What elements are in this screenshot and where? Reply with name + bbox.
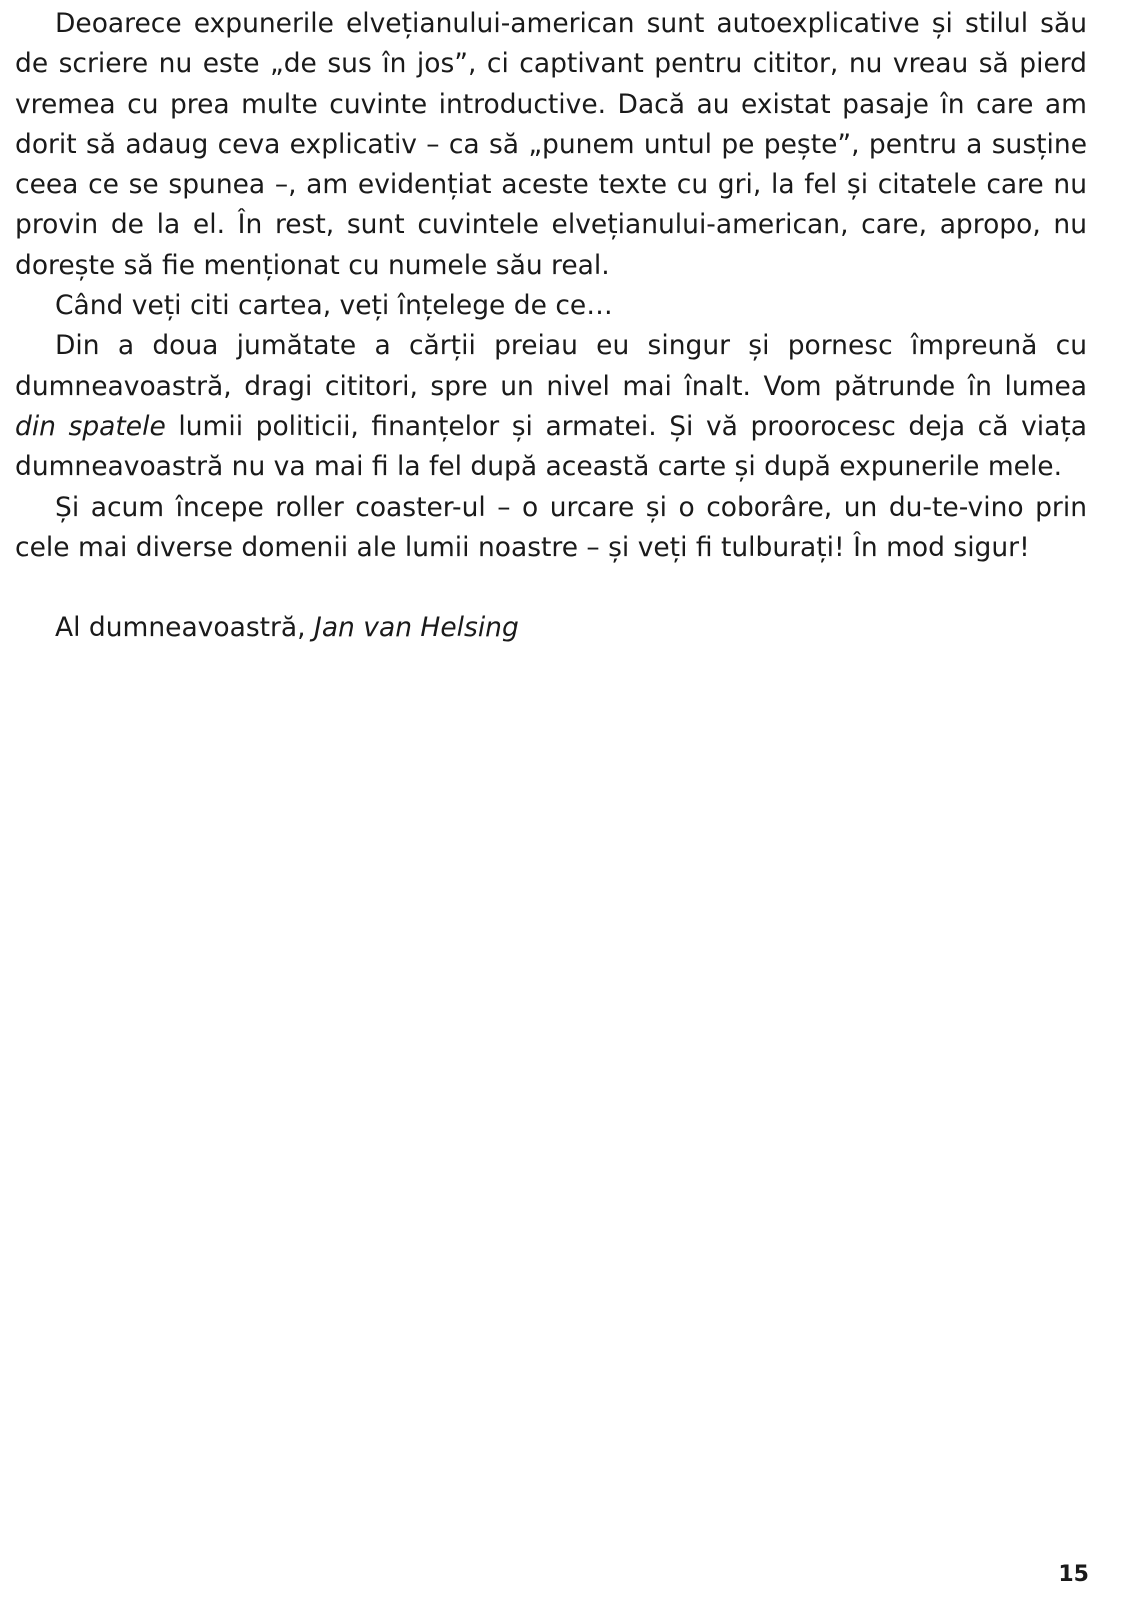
- paragraph-roller-coaster: Și acum începe roller coaster-ul – o urcare și o coborâre, un du-te-vino prin cele mai diverse domenii ale lumii noastre – și veți fi tulburați! În mod sigur!: [15, 491, 1087, 563]
- page-number: 15: [1058, 1562, 1089, 1587]
- emphasis-din-spatele: din spatele: [15, 410, 166, 442]
- paragraph-intro: Deoarece expunerile elvețianului-american sunt autoexplicative și stilul său de scriere nu este „de sus în jos”, ci captivant pentru cititor, nu vreau să pierd vremea cu prea multe cuvinte introductive. Dacă au existat pasaje în care am dorit să adaug ceva explicativ – ca să „punem untul pe pește”, pentru a susține ceea ce se spunea –, am evidențiat aceste texte cu gri, la fel și citatele care nu provin de la el. În rest, sunt cuvintele elvețianului-american, care, apropo, nu dorește să fie menționat cu numele său real.: [15, 8, 1087, 281]
- paragraph-second-half: [15, 326, 1087, 487]
- signature: [15, 608, 1087, 648]
- signature-prefix: Al dumneavoastră,: [55, 612, 314, 644]
- signature-author: Jan van Helsing: [314, 612, 519, 644]
- spacer: [15, 568, 1087, 608]
- paragraph-second-half-end: lumii politicii, finanțelor și armatei. Și vă proorocesc deja că viața dumneavoastră nu va mai fi la fel după această carte și după expunerile mele.: [15, 410, 1087, 483]
- paragraph-second-half-start: Din a doua jumătate a cărții preiau eu singur și pornesc împreună cu dumneavoastră, dragi cititori, spre un nivel mai înalt. Vom pătrunde în lumea: [15, 330, 1087, 402]
- paragraph-understand: Când veți citi cartea, veți înțelege de ce…: [55, 290, 613, 322]
- page-body: [15, 4, 1087, 648]
